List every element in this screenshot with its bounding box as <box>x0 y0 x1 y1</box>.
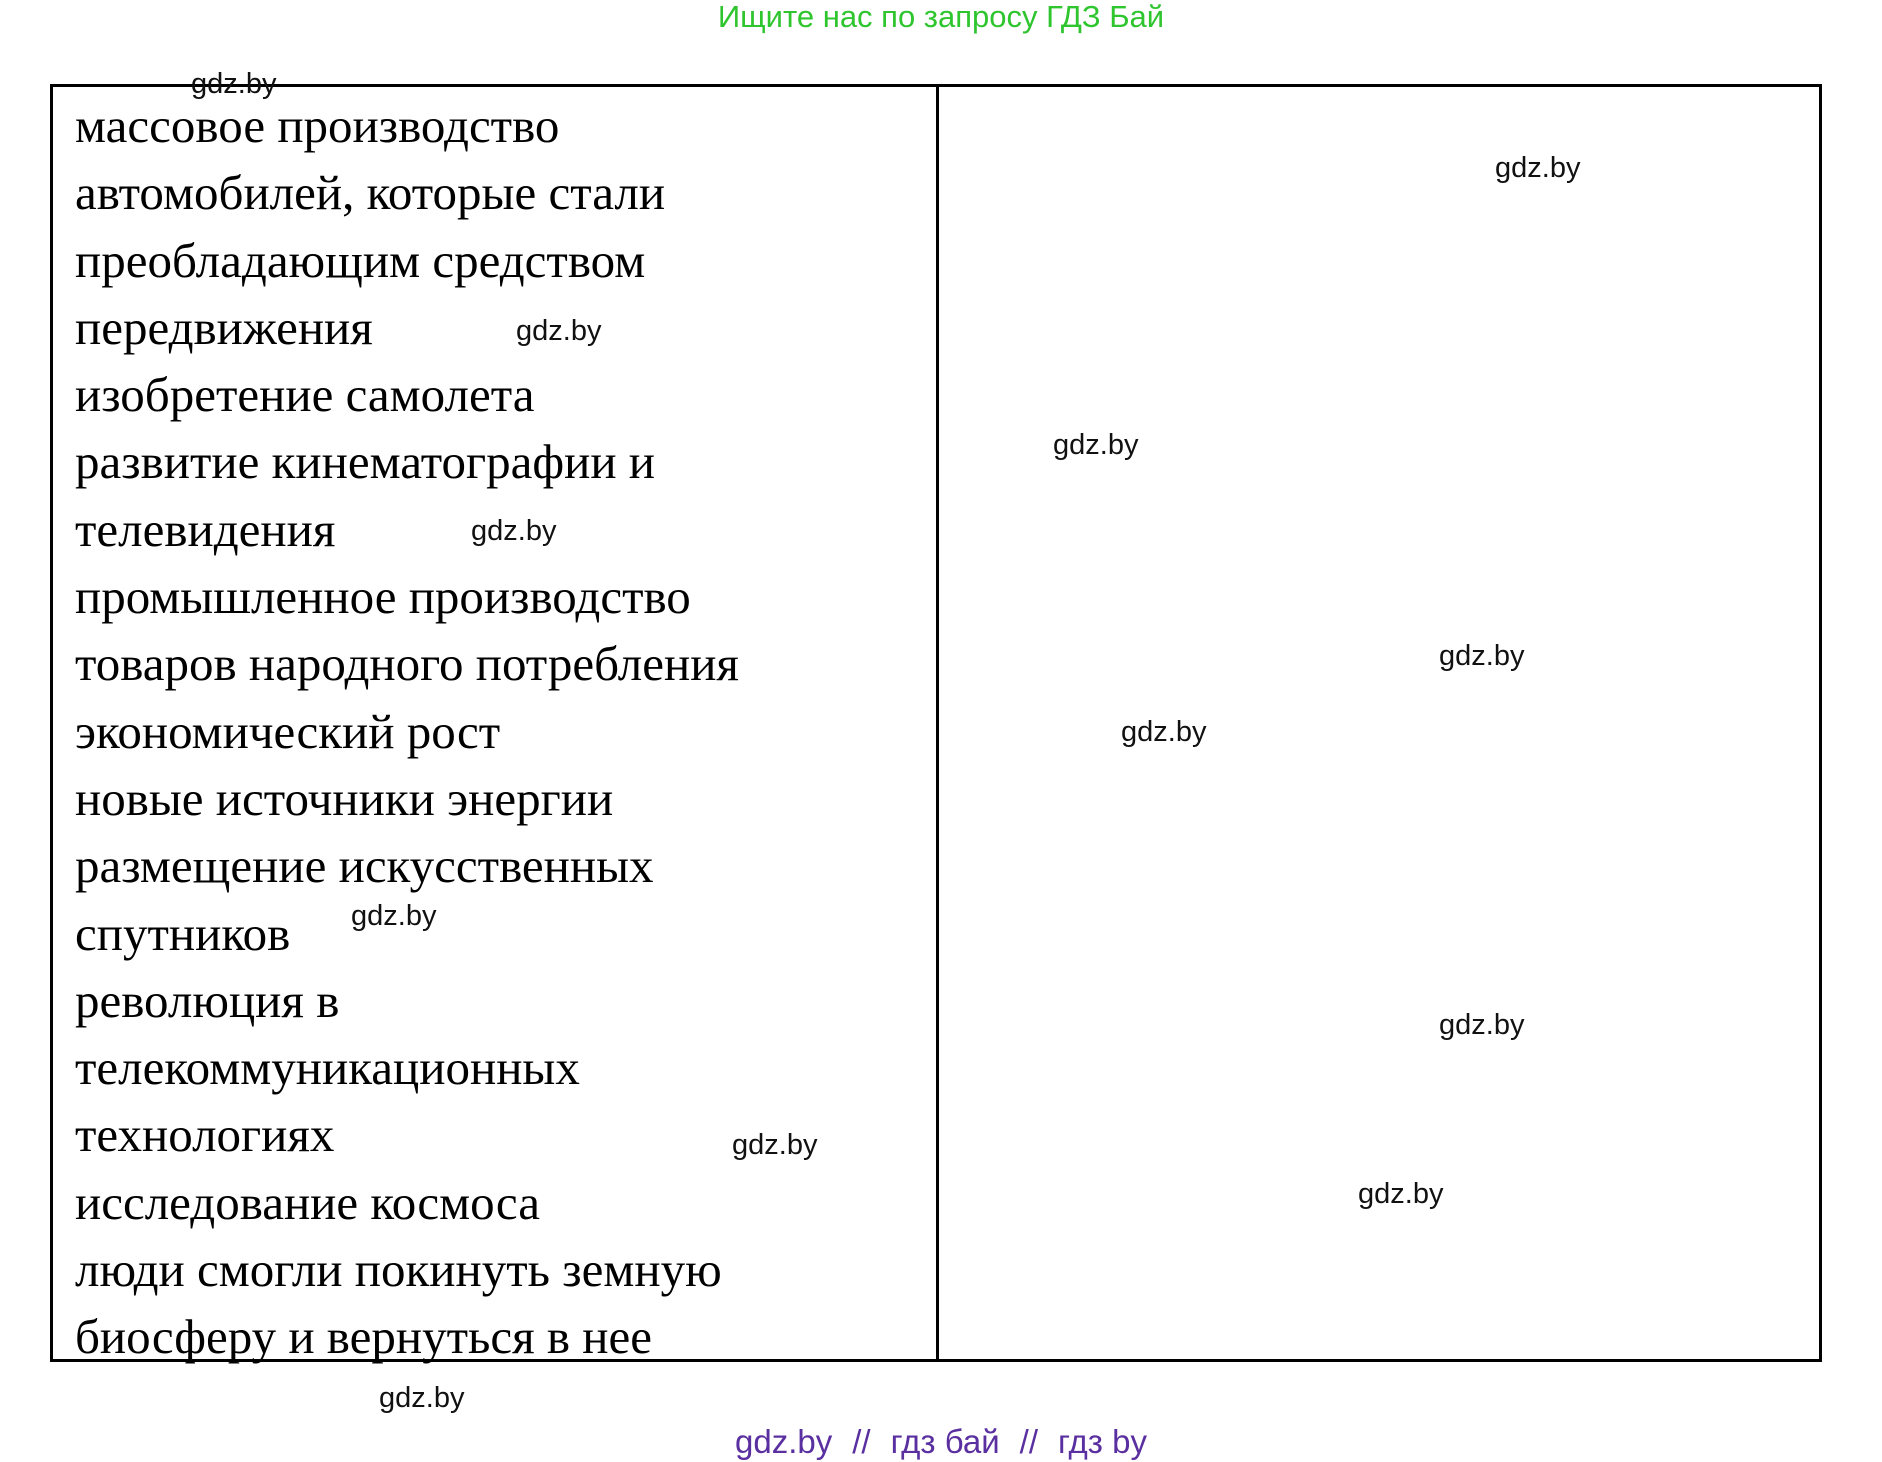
table-line: автомобилей, которые стали <box>75 165 666 221</box>
table-line: массовое производство <box>75 98 560 153</box>
footer-link-gdz-by-cyr[interactable]: гдз by <box>1058 1423 1147 1460</box>
table-line: преобладающим средством <box>75 232 646 288</box>
table-line: люди смогли покинуть земную <box>75 1242 722 1298</box>
column-divider <box>936 87 939 1359</box>
table-line: биосферу и вернуться в нее <box>75 1309 653 1365</box>
answer-table <box>50 84 1822 1365</box>
watermark: gdz.by <box>1053 429 1139 461</box>
watermark: gdz.by <box>351 900 437 932</box>
watermark: gdz.by <box>732 1129 818 1161</box>
watermark: gdz.by <box>379 1382 465 1414</box>
watermark: gdz.by <box>1358 1178 1444 1210</box>
table-line: телевидения <box>75 501 336 557</box>
watermark: gdz.by <box>1121 716 1207 748</box>
watermark: gdz.by <box>471 515 557 547</box>
footer-links <box>0 1424 1882 1460</box>
footer-link-gdz-by[interactable]: gdz.by <box>735 1423 833 1460</box>
search-hint-banner: Ищите нас по запросу ГДЗ Бай <box>717 0 1165 34</box>
footer-link-gdz-bai[interactable]: гдз бай <box>890 1423 1000 1460</box>
table-line: телекоммуникационных <box>75 1040 580 1096</box>
watermark: gdz.by <box>191 68 277 100</box>
table-line: передвижения <box>75 299 373 355</box>
watermark: gdz.by <box>516 315 602 347</box>
footer-separator: // <box>852 1423 871 1460</box>
table-line: технологиях <box>75 1107 335 1163</box>
table-line: размещение искусственных <box>75 838 654 894</box>
table-line: изобретение самолета <box>75 367 535 423</box>
table-line: экономический рост <box>75 703 501 759</box>
left-column <box>75 92 925 1371</box>
table-line: исследование космоса <box>75 1174 540 1230</box>
table-line: промышленное производство <box>75 569 691 625</box>
table-line: товаров народного потребления <box>75 636 739 692</box>
footer-separator: // <box>1019 1423 1038 1460</box>
watermark: gdz.by <box>1495 152 1581 184</box>
watermark: gdz.by <box>1439 1009 1525 1041</box>
table-line: революция в <box>75 972 340 1028</box>
table-line: новые источники энергии <box>75 770 614 826</box>
table-line: развитие кинематографии и <box>75 434 656 490</box>
watermark: gdz.by <box>1439 640 1525 672</box>
table-line: спутников <box>75 905 291 961</box>
